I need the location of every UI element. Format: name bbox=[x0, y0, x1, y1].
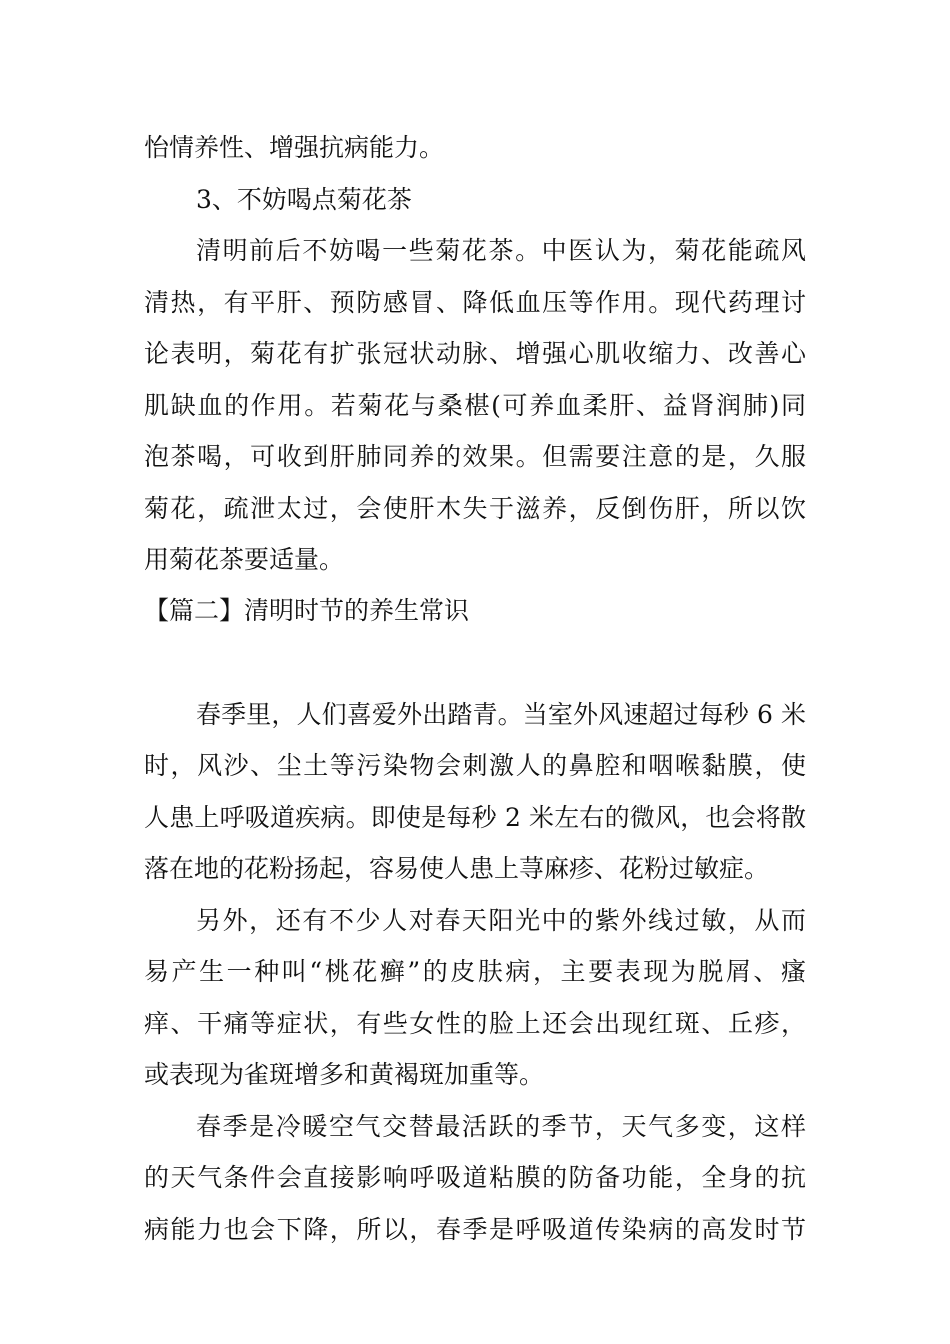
paragraph-line: 论表明，菊花有扩张冠状动脉、增强心肌收缩力、改善心 bbox=[144, 339, 806, 368]
paragraph-line: 菊花，疏泄太过，会使肝木失于滋养，反倒伤肝，所以饮 bbox=[144, 494, 806, 523]
paragraph-line: 肌缺血的作用。若菊花与桑椹(可养血柔肝、益肾润肺)同 bbox=[144, 391, 806, 420]
text-line: 怡情养性、增强抗病能力。 bbox=[144, 133, 445, 162]
paragraph-line: 春季里，人们喜爱外出踏青。当室外风速超过每秒 6 米 bbox=[196, 700, 806, 729]
paragraph-line: 的天气条件会直接影响呼吸道粘膜的防备功能，全身的抗 bbox=[144, 1163, 806, 1192]
paragraph-line: 人患上呼吸道疾病。即使是每秒 2 米左右的微风，也会将散 bbox=[144, 803, 806, 832]
paragraph-line: 用菊花茶要适量。 bbox=[144, 545, 345, 574]
paragraph-line: 泡茶喝，可收到肝肺同养的效果。但需要注意的是，久服 bbox=[144, 442, 806, 471]
paragraph-line: 另外，还有不少人对春天阳光中的紫外线过敏，从而 bbox=[196, 906, 806, 935]
section-heading: 【篇二】清明时节的养生常识 bbox=[144, 596, 470, 625]
paragraph-line: 易产生一种叫“桃花癣”的皮肤病，主要表现为脱屑、瘙 bbox=[144, 957, 806, 986]
paragraph-line: 清热，有平肝、预防感冒、降低血压等作用。现代药理讨 bbox=[144, 288, 806, 317]
paragraph-line: 落在地的花粉扬起，容易使人患上荨麻疹、花粉过敏症。 bbox=[144, 854, 770, 883]
paragraph-line: 或表现为雀斑增多和黄褐斑加重等。 bbox=[144, 1060, 545, 1089]
paragraph-line: 病能力也会下降，所以，春季是呼吸道传染病的高发时节 bbox=[144, 1215, 806, 1244]
section-subheading: 3、不妨喝点菊花茶 bbox=[196, 185, 412, 214]
paragraph-line: 痒、干痛等症状，有些女性的脸上还会出现红斑、丘疹， bbox=[144, 1009, 806, 1038]
paragraph-line: 时，风沙、尘土等污染物会刺激人的鼻腔和咽喉黏膜，使 bbox=[144, 751, 806, 780]
paragraph-line: 春季是冷暖空气交替最活跃的季节，天气多变，这样 bbox=[196, 1112, 806, 1141]
paragraph-line: 清明前后不妨喝一些菊花茶。中医认为，菊花能疏风 bbox=[196, 236, 806, 265]
